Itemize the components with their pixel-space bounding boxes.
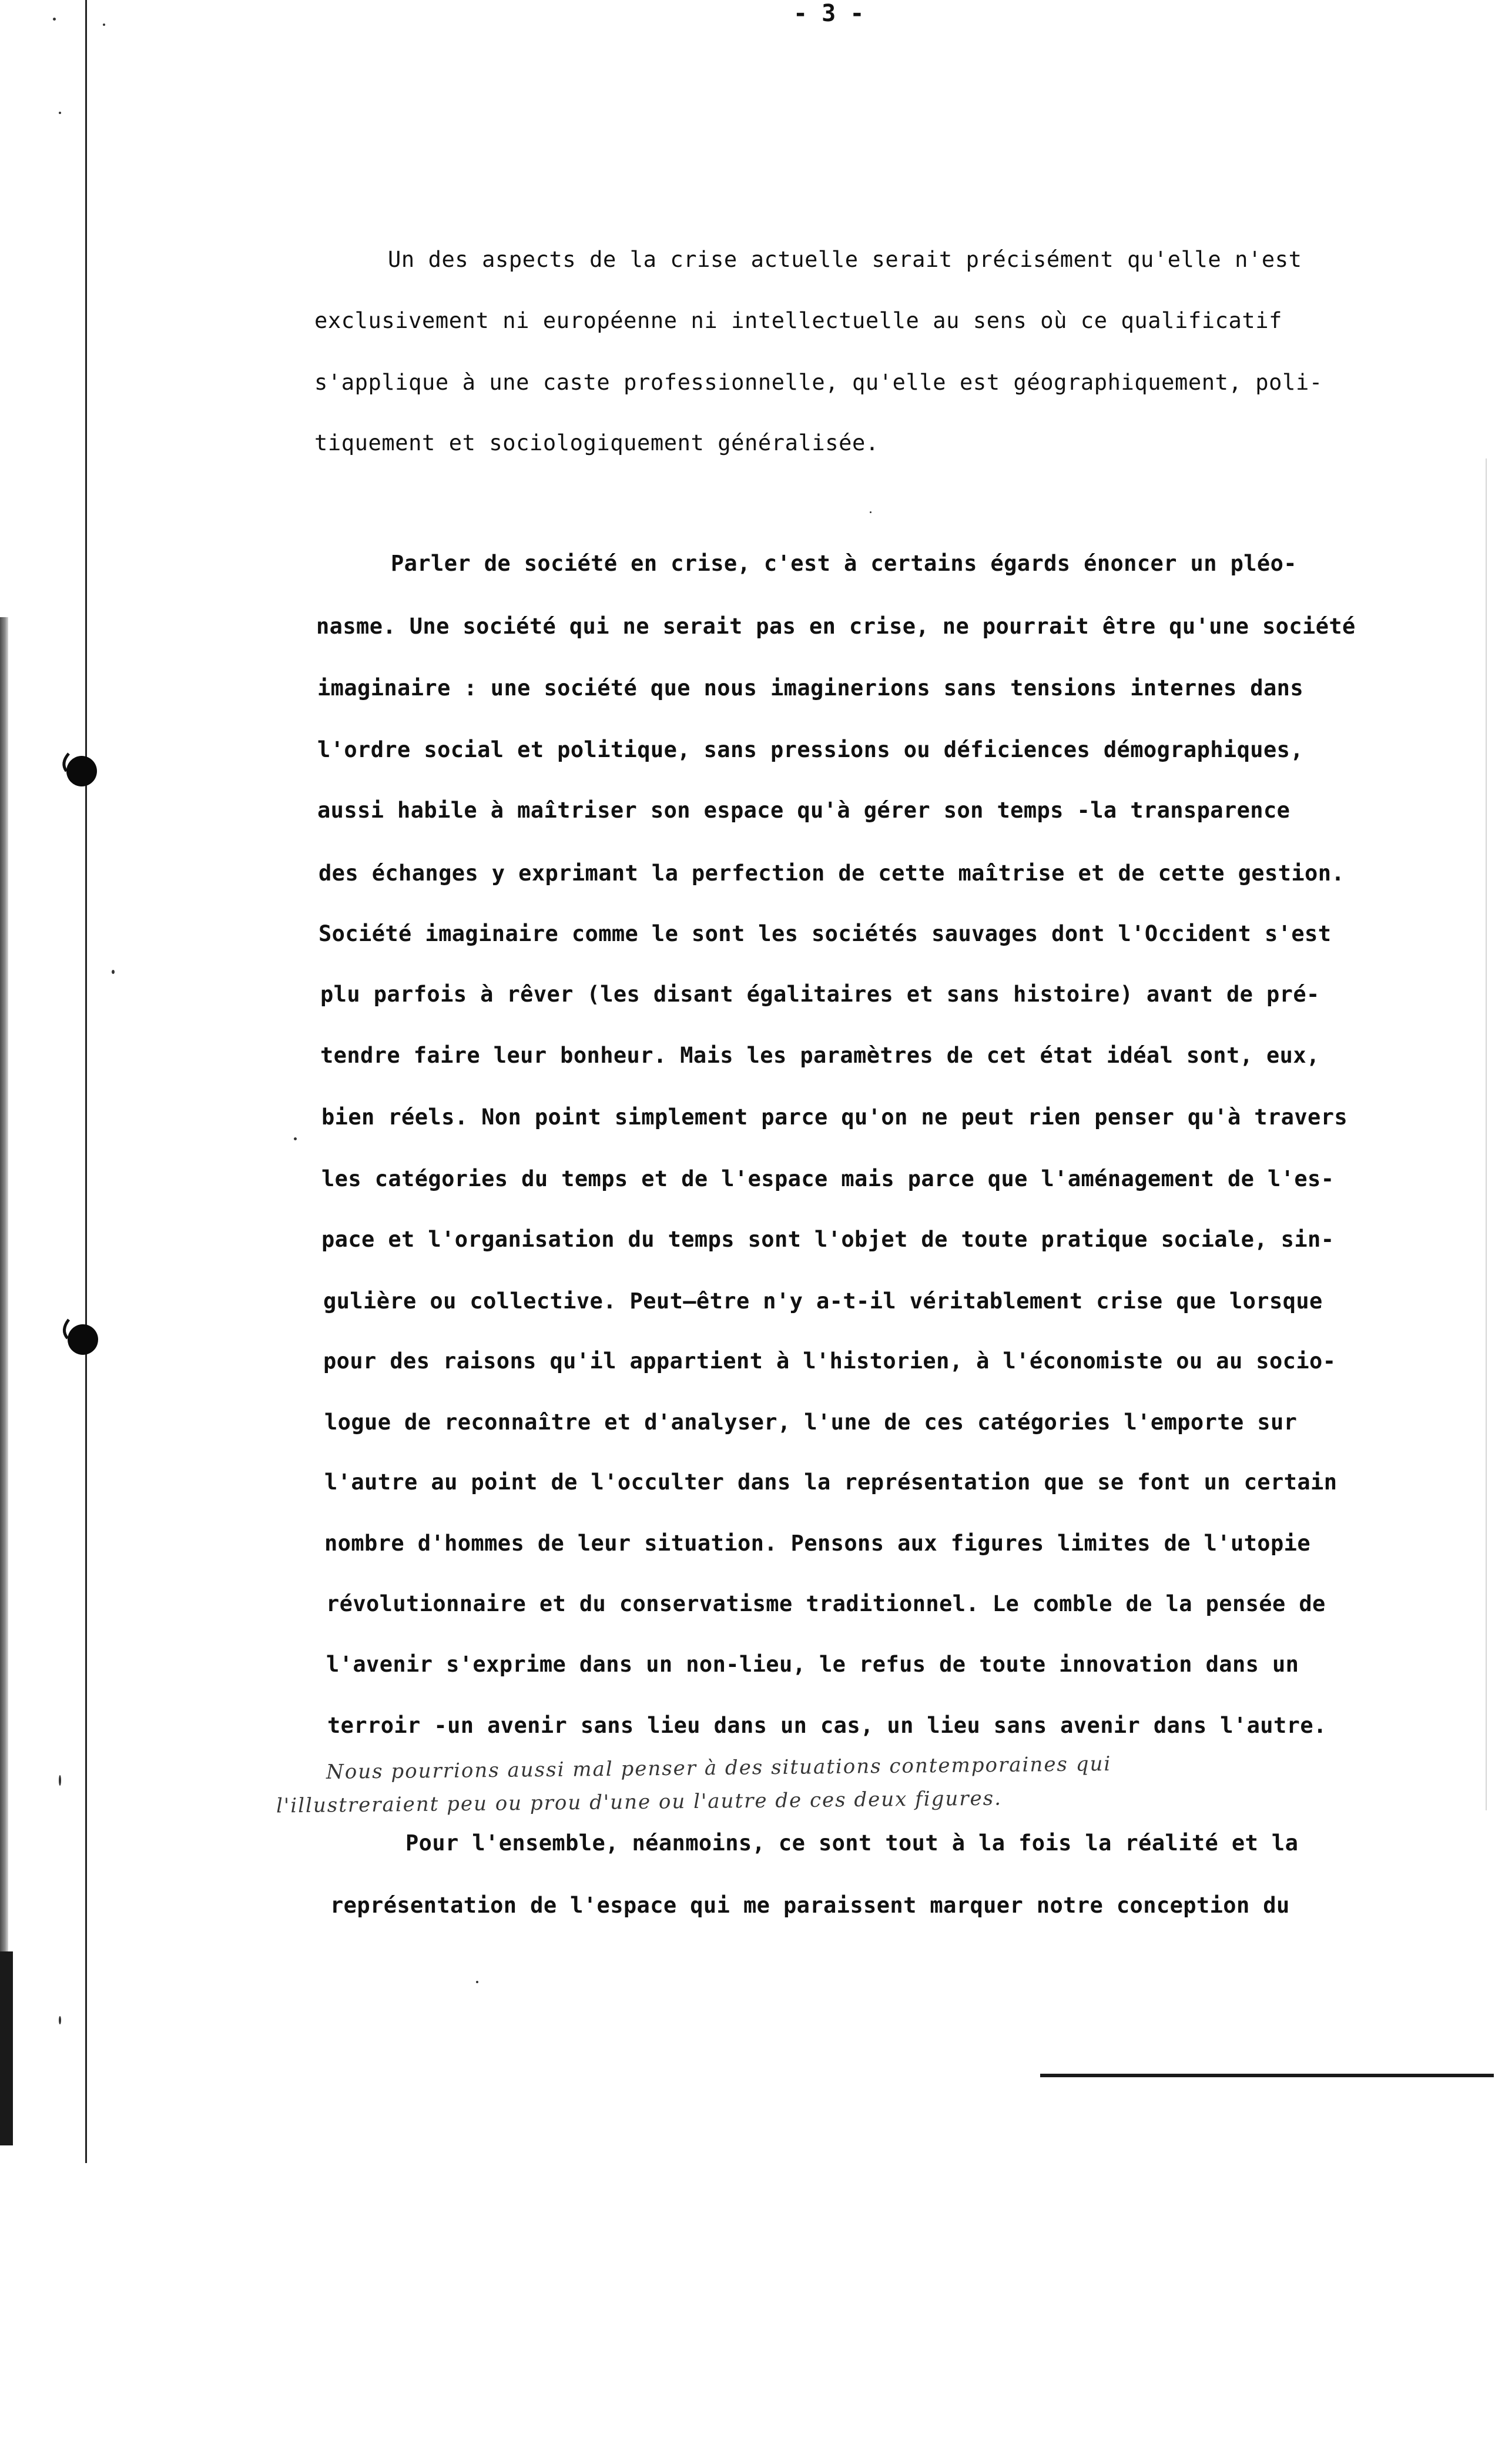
text-line: l'ordre social et politique, sans pressions ou déficiences démographiques, (317, 737, 1304, 762)
text-line: exclusivement ni européenne ni intellectuelle au sens où ce qualificatif (314, 308, 1283, 333)
punch-hole-icon (56, 1314, 103, 1361)
right-edge-rule (1486, 458, 1487, 1810)
text-line: l'avenir s'exprime dans un non-lieu, le refus de toute innovation dans un (326, 1652, 1299, 1677)
text-line: pace et l'organisation du temps sont l'objet de toute pratique sociale, sin- (321, 1227, 1335, 1252)
text-line: nombre d'hommes de leur situation. Pensons aux figures limites de l'utopie (324, 1531, 1311, 1556)
text-line: révolutionnaire et du conservatisme traditionnel. Le comble de la pensée de (326, 1591, 1326, 1616)
text-line: Pour l'ensemble, néanmoins, ce sont tout à la fois la réalité et la (405, 1830, 1299, 1856)
text-line: tiquement et sociologiquement généralisée. (314, 430, 879, 456)
scan-speck (103, 24, 105, 26)
text-line: les catégories du temps et de l'espace mais parce que l'aménagement de l'es- (321, 1166, 1335, 1191)
scan-speck (294, 1137, 297, 1140)
text-line: gulière ou collective. Peut—être n'y a-t-il véritablement crise que lorsque (323, 1288, 1323, 1314)
binding-edge-dark (0, 1951, 13, 2145)
left-margin-rule (85, 0, 87, 2163)
text-line: des échanges y exprimant la perfection de cette maîtrise et de cette gestion. (319, 861, 1345, 886)
text-line: représentation de l'espace qui me paraissent marquer notre conception du (330, 1893, 1290, 1918)
text-line: Société imaginaire comme le sont les sociétés sauvages dont l'Occident s'est (319, 921, 1332, 946)
text-line: plu parfois à rêver (les disant égalitaires et sans histoire) avant de pré- (320, 982, 1320, 1007)
text-line: imaginaire : une société que nous imaginerions sans tensions internes dans (317, 675, 1304, 701)
text-line: nasme. Une société qui ne serait pas en crise, ne pourrait être qu'une société (316, 614, 1356, 639)
text-line: s'applique à une caste professionnelle, qu'elle est géographiquement, poli- (314, 370, 1323, 395)
text-line: pour des raisons qu'il appartient à l'historien, à l'économiste ou au socio- (323, 1348, 1336, 1374)
text-line: bien réels. Non point simplement parce qu'on ne peut rien penser qu'à travers (321, 1104, 1348, 1130)
scan-speck (53, 18, 56, 21)
bottom-rule (1040, 2074, 1494, 2077)
scan-speck (870, 511, 871, 513)
handwritten-line: l'illustreraient peu ou prou d'une ou l'autre de ces deux figures. (276, 1786, 1003, 1818)
punch-hole-icon (56, 746, 103, 794)
scan-speck (59, 112, 61, 114)
handwritten-line: Nous pourrions aussi mal penser à des situations contemporaines qui (326, 1752, 1112, 1784)
scan-speck (112, 970, 115, 974)
text-line: Un des aspects de la crise actuelle serait précisément qu'elle n'est (388, 247, 1302, 272)
text-line: terroir -un avenir sans lieu dans un cas, un lieu sans avenir dans l'autre. (327, 1713, 1327, 1738)
scan-speck (59, 1775, 61, 1786)
text-line: logue de reconnaître et d'analyser, l'une de ces catégories l'emporte sur (324, 1410, 1298, 1435)
text-line: l'autre au point de l'occulter dans la représentation que se font un certain (324, 1469, 1338, 1495)
text-line: tendre faire leur bonheur. Mais les paramètres de cet état idéal sont, eux, (320, 1043, 1320, 1068)
scan-speck (476, 1981, 478, 1983)
text-line: Parler de société en crise, c'est à certains égards énoncer un pléo- (391, 551, 1297, 576)
text-line: aussi habile à maîtriser son espace qu'à gérer son temps -la transparence (317, 798, 1290, 823)
binding-edge-shadow (0, 617, 8, 2087)
page-number: - 3 - (793, 0, 864, 27)
scan-speck (59, 2016, 61, 2024)
